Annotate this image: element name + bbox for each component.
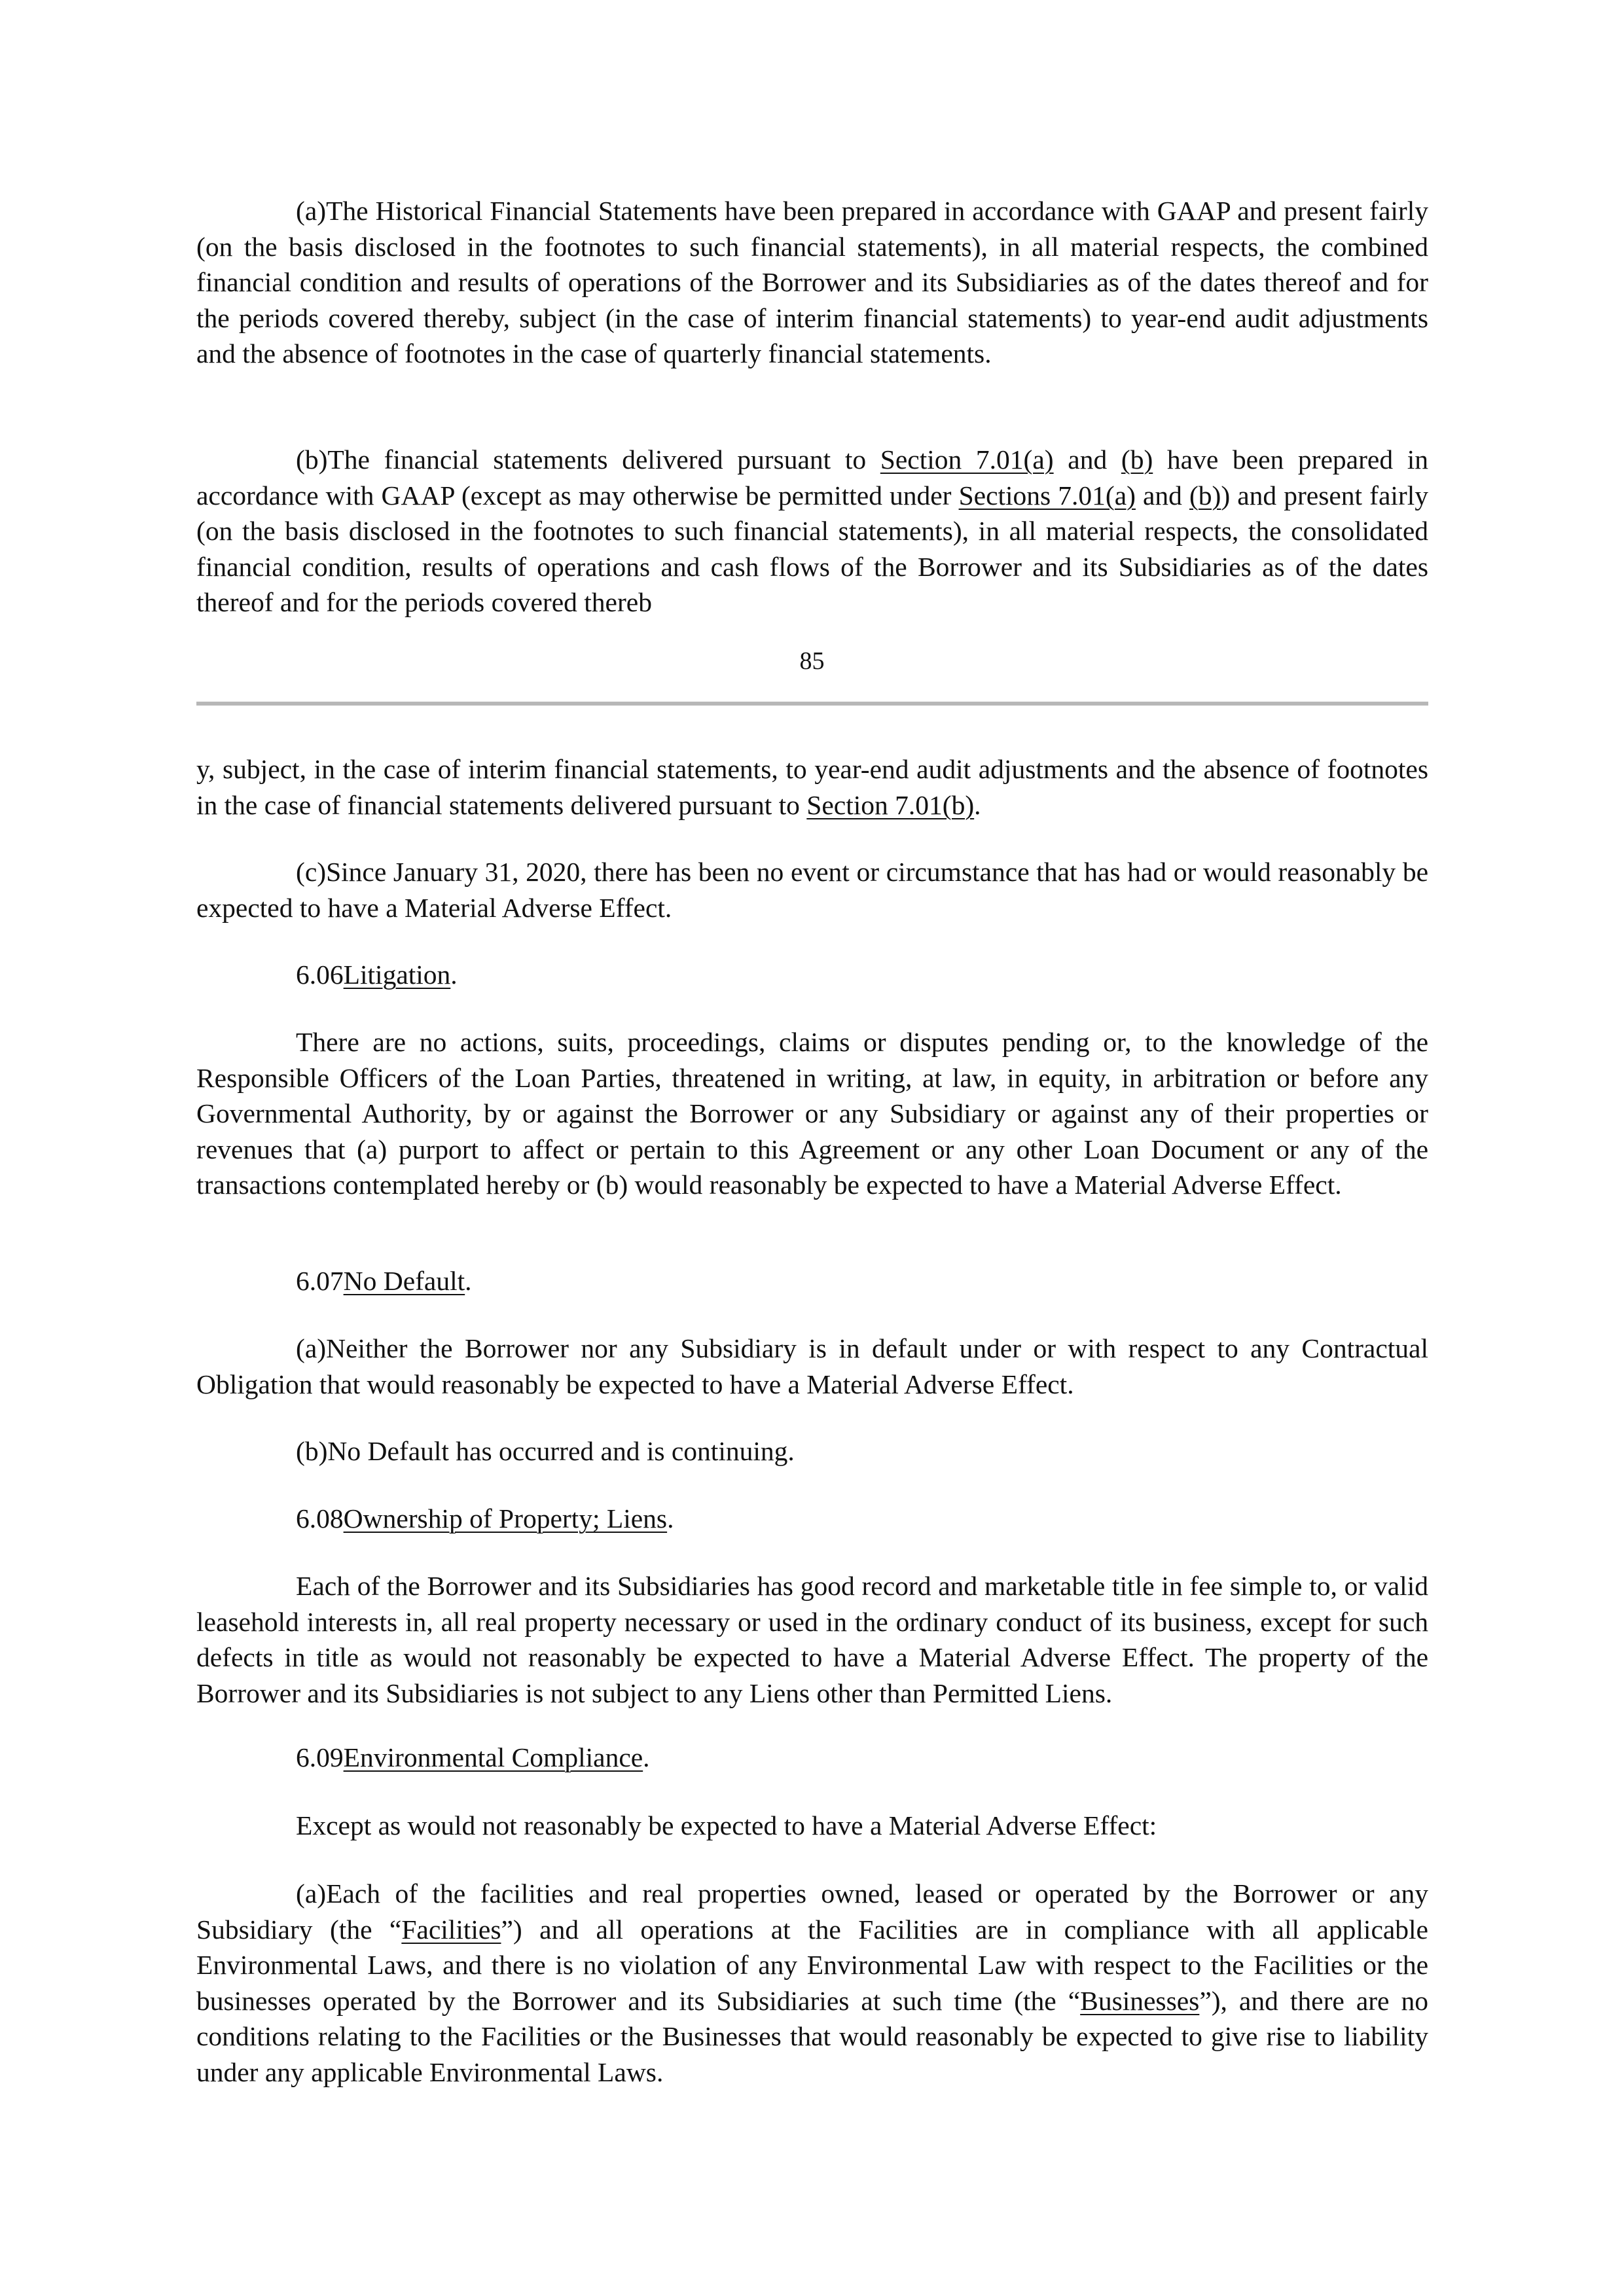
historical-financial-statements-paragraph — [196, 193, 1428, 372]
ownership-paragraph: Each of the Borrower and its Subsidiaries has good record and marketable title in fee simple to, or valid leasehold interests in, all real property necessary or used in the ordinary conduct of its business, except for such defects in title as would not reasonably be expected to have a Material Adverse Effect. The property of the Borrower and its Subsidiaries is not subject to any Liens other than Permitted Liens. — [196, 1571, 1428, 1708]
no-default-paragraph-b: (b)No Default has occurred and is continuing. — [296, 1436, 795, 1466]
no-mae-paragraph: (c)Since January 31, 2020, there has been no event or circumstance that has had or would reasonably be expected to have a Material Adverse Effect. — [196, 857, 1428, 923]
clause-text: The Historical Financial Statements have been prepared in accordance with GAAP and present fairly (on the basis disclosed in the footnotes to such financial statements), in all material respects, the combined financial condition and results of operations of the Borrower and its Subsidiaries as of the dates thereof and for the periods covered thereby, subject (in the case of interim financial statements) to year-end audit adjustments and the absence of footnotes in the case of quarterly financial statements. — [196, 196, 1428, 368]
section-title: Environmental Compliance — [343, 1742, 643, 1772]
section-title: Litigation — [343, 960, 451, 990]
section-heading-environmental: 6.09Environmental Compliance. — [296, 1742, 650, 1772]
clause-label: (a) — [296, 1878, 327, 1909]
litigation-paragraph: There are no actions, suits, proceedings, claims or disputes pending or, to the knowledge of the Responsible Officers of the Loan Parties, threatened in writing, at law, in equity, in arbitration or before any Governmental Authority, by or against the Borrower or any Subsidiary or against any of their properties or revenues that (a) purport to affect or pertain to this Agreement or any other Loan Document or any of the transactions contemplated hereby or (b) would reasonably be expected to have a Material Adverse Effect. — [196, 1027, 1428, 1200]
clause-text: The financial statements delivered pursuant to — [327, 444, 880, 475]
defined-term: Facilities — [401, 1914, 501, 1945]
clause-label: (c) — [296, 857, 327, 887]
page-number: 85 — [799, 647, 825, 675]
continued-paragraph: y, subject, in the case of interim financial statements, to year-end audit adjustments and the absence of footnotes in the case of financial statements delivered pursuant to Section 7.01(b). — [196, 754, 1428, 820]
section-reference: Sections 7.01(a) — [958, 480, 1136, 511]
section-number: 6.08 — [296, 1503, 344, 1534]
environmental-intro: Except as would not reasonably be expected to have a Material Adverse Effect: — [296, 1810, 1157, 1840]
defined-term: Businesses — [1080, 1985, 1200, 2016]
page-break-divider — [196, 702, 1428, 706]
environmental-paragraph-a: (a)Each of the facilities and real properties owned, leased or operated by the Borrower or any Subsidiary (the “Facilities”) and all operations at the Facilities are in compliance with all applicable Environmental Laws, and there is no violation of any Environmental Law with respect to the Facilities or the businesses operated by the Borrower and its Subsidiaries at such time (the “Businesses”), and there are no conditions relating to the Facilities or the Businesses that would reasonably be expected to give rise to liability under any applicable Environmental Laws. — [196, 1878, 1428, 2087]
clause-label: (a) — [296, 196, 327, 226]
delivered-financial-statements-paragraph: (b)The financial statements delivered pursuant to Section 7.01(a) and (b) have been prepared in accordance with GAAP (except as may otherwise be permitted under Sections 7.01(a) and (b)) and present fairly (on the basis disclosed in the footnotes to such financial statements), in all material respects, the consolidated financial condition, results of operations and cash flows of the Borrower and its Subsidiaries as of the dates thereof and for the periods covered thereb — [196, 444, 1429, 617]
section-heading-litigation: 6.06Litigation. — [296, 960, 458, 990]
section-heading-ownership: 6.08Ownership of Property; Liens. — [296, 1503, 674, 1534]
clause-label: (b) — [296, 444, 328, 475]
section-number: 6.07 — [296, 1266, 344, 1296]
section-reference: Section 7.01(a) — [880, 444, 1054, 475]
section-number: 6.06 — [296, 960, 344, 990]
section-reference: (b) — [1189, 480, 1221, 511]
section-number: 6.09 — [296, 1742, 344, 1772]
clause-label: (a) — [296, 1333, 327, 1363]
section-reference: (b) — [1121, 444, 1153, 475]
no-default-paragraph-a: (a)Neither the Borrower nor any Subsidiary is in default under or with respect to any Contractual Obligation that would reasonably be expected to have a Material Adverse Effect. — [196, 1333, 1428, 1399]
section-title: Ownership of Property; Liens — [343, 1503, 668, 1534]
section-reference: Section 7.01(b) — [806, 789, 975, 820]
section-title: No Default — [343, 1266, 465, 1296]
section-heading-no-default: 6.07No Default. — [296, 1266, 472, 1296]
clause-label: (b) — [296, 1436, 328, 1466]
